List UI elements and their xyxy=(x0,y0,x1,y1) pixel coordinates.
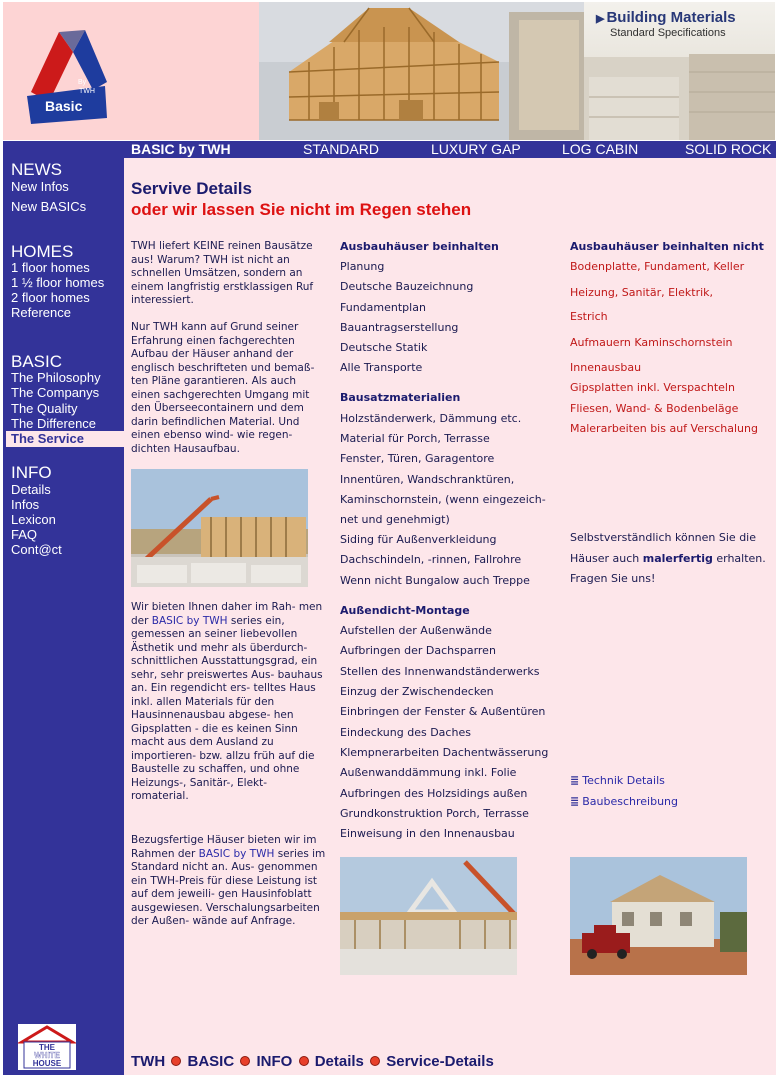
topnav-log-cabin[interactable]: LOG CABIN xyxy=(562,141,639,157)
sidebar-item-details[interactable]: Details xyxy=(11,482,51,497)
page-title: Servive Details xyxy=(131,179,252,198)
kit-material-item: Wenn nicht Bungalow auch Treppe xyxy=(340,574,530,587)
breadcrumb-info[interactable]: INFO xyxy=(256,1053,293,1070)
basic-twh-logo[interactable] xyxy=(23,24,113,126)
sidebar-item-new-infos[interactable]: New Infos xyxy=(11,179,69,194)
paint-note-start: Selbstverständlich können Sie die Häuser auch xyxy=(570,531,756,565)
standard-specifications-text: Standard Specifications xyxy=(610,27,726,39)
kit-material-item: Fenster, Türen, Garagentore xyxy=(340,452,495,465)
bullet-icon xyxy=(299,1056,309,1066)
kit-materials-heading: Bausatzmaterialien xyxy=(340,391,461,404)
weatherproof-assembly-heading: Außendicht-Montage xyxy=(340,604,470,617)
kit-material-item: Siding für Außenverkleidung xyxy=(340,533,497,546)
document-icon: ≣ xyxy=(570,795,580,808)
kit-material-item: net und genehmigt) xyxy=(340,513,450,526)
technik-details-label: Technik Details xyxy=(582,774,665,787)
white-house-house: HOUSE xyxy=(32,1059,62,1068)
breadcrumb-service-details[interactable]: Service-Details xyxy=(386,1053,494,1070)
building-materials-text: Building Materials xyxy=(606,9,736,26)
white-house-white: WHITE xyxy=(34,1051,60,1060)
excludes-item: Estrich xyxy=(570,310,608,323)
includes-item: Planung xyxy=(340,260,385,273)
bottom-breadcrumb xyxy=(131,1053,494,1070)
crane-construction-photo xyxy=(131,469,308,587)
paint-note-bold: malerfertig xyxy=(642,551,713,565)
sidebar-section-news: NEWS xyxy=(11,160,62,179)
house-frame-photo xyxy=(259,2,584,140)
kit-material-item: Innentüren, Wandschranktüren, xyxy=(340,473,515,486)
sidebar-item-philosophy[interactable]: The Philosophy xyxy=(11,370,101,385)
sidebar-item-faq[interactable]: FAQ xyxy=(11,527,38,542)
sidebar xyxy=(3,141,124,1075)
topnav-solid-rock[interactable]: SOLID ROCK xyxy=(685,141,772,157)
excludes-item: Fliesen, Wand- & Bodenbeläge xyxy=(570,402,739,415)
sidebar-item-quality[interactable]: The Quality xyxy=(11,401,78,416)
technik-details-link[interactable] xyxy=(570,774,665,787)
kit-material-item: Kaminschornstein, (wenn eingezeich- xyxy=(340,493,546,506)
triangle-arrow-icon: ▶ xyxy=(596,13,605,25)
sidebar-item-contact[interactable]: Cont@ct xyxy=(11,542,62,557)
sidebar-item-companys[interactable]: The Companys xyxy=(11,385,100,400)
excludes-heading: Ausbauhäuser beinhalten nicht xyxy=(570,240,764,253)
sidebar-item-service-label: The Service xyxy=(11,431,84,446)
excludes-item: Malerarbeiten bis auf Verschalung xyxy=(570,422,758,435)
bullet-icon xyxy=(171,1056,181,1066)
breadcrumb-basic[interactable]: BASIC xyxy=(187,1053,235,1070)
assembly-item: Klempnerarbeiten Dachentwässerung xyxy=(340,746,549,759)
header-banner xyxy=(3,2,775,140)
sidebar-section-basic: BASIC xyxy=(11,352,63,371)
offer-text-end: series ein, gemessen an seiner liebevollen Ästhetik und mehr als überdurch- schnittlichen Ausstattungsgrad, ein sehr, sehr preiswertes Aus- bauhaus an. Ein regendicht ers- telltes Haus inkl. allen Materials für den Hausinnenausbau abgese- hen Gipsplatten - die es keinen Sinn macht aus dem Ausland zu importieren- bzw. allzu früh auf die Baustelle zu schaffen, und ohne Heizungs-, Sanitär-, Elekt- romaterial. xyxy=(131,614,323,802)
assembly-item: Aufstellen der Außenwände xyxy=(340,624,492,637)
includes-item: Alle Transporte xyxy=(340,361,423,374)
includes-heading: Ausbauhäuser beinhalten xyxy=(340,240,499,253)
main-content xyxy=(124,158,776,1075)
logo-by-text: By xyxy=(78,79,87,86)
includes-item: Deutsche Statik xyxy=(340,341,428,354)
basic-by-twh-link-2[interactable]: BASIC by TWH xyxy=(198,847,275,860)
experience-paragraph: Nur TWH kann auf Grund seiner Erfahrung einen fachgerechten Aufbau der Häuser anhand der englisch beschrifteten und bemaß- ten Pläne garantieren. Als auch einen sachgerechten Umgang mit den Überseecontainern und dem darin befindlichen Material. Und einen ebenso wind- wie regen- dichten Hausaufbau. xyxy=(131,321,315,455)
baubeschreibung-link[interactable] xyxy=(570,795,678,808)
excludes-item: Bodenplatte, Fundament, Keller xyxy=(570,260,745,273)
sidebar-item-1-floor-homes[interactable]: 1 floor homes xyxy=(11,260,90,275)
paint-note-end: erhalten. Fragen Sie uns! xyxy=(570,551,766,585)
includes-item: Deutsche Bauzeichnung xyxy=(340,280,474,293)
sidebar-item-reference[interactable]: Reference xyxy=(11,305,71,320)
sidebar-item-1-half-floor-homes[interactable]: 1 ½ floor homes xyxy=(11,275,105,290)
assembly-item: Stellen des Innenwandständerwerks xyxy=(340,665,540,678)
assembly-item: Aufbringen des Holzsidings außen xyxy=(340,787,528,800)
assembly-item: Grundkonstruktion Porch, Terrasse xyxy=(340,807,529,820)
turnkey-text-end: series im Standard nicht an. Aus- genommen ein TWH-Preis für diese Leistung ist auf dem jeweili- gen Hausinfoblatt ausgewiesen. Verschalungsarbeiten der Außen- wände auf Anfrage. xyxy=(131,847,326,927)
wall-framing-photo xyxy=(340,857,517,975)
assembly-item: Einzug der Zwischendecken xyxy=(340,685,494,698)
excludes-item: Aufmauern Kaminschornstein xyxy=(570,336,733,349)
kit-material-item: Holzständerwerk, Dämmung etc. xyxy=(340,412,522,425)
building-materials-title xyxy=(596,9,736,26)
assembly-item: Einbringen der Fenster & Außentüren xyxy=(340,705,546,718)
intro-paragraph: TWH liefert KEINE reinen Bausätze aus! Warum? TWH ist nicht an schnellen Umsätzen, sondern an einem langfristig erstklassigen Ruf interessiert. xyxy=(131,240,314,306)
basic-by-twh-link-1[interactable]: BASIC by TWH xyxy=(151,614,228,627)
sidebar-item-new-basics[interactable]: New BASICs xyxy=(11,199,87,214)
assembly-item: Eindeckung des Daches xyxy=(340,726,471,739)
page-subtitle: oder wir lassen Sie nicht im Regen stehen xyxy=(131,200,472,219)
breadcrumb-twh[interactable]: TWH xyxy=(131,1053,166,1070)
turnkey-text-start: Bezugsfertige Häuser bieten wir im Rahmen der xyxy=(131,834,317,860)
excludes-item: Gipsplatten inkl. Verspachteln xyxy=(570,381,735,394)
topnav-luxury-gap[interactable]: LUXURY GAP xyxy=(431,141,521,157)
turnkey-paragraph xyxy=(131,834,327,929)
paint-ready-note xyxy=(570,528,775,590)
topnav-standard[interactable]: STANDARD xyxy=(303,141,379,157)
document-icon: ≣ xyxy=(570,774,580,787)
baubeschreibung-label: Baubeschreibung xyxy=(582,795,678,808)
excludes-item: Heizung, Sanitär, Elektrik, xyxy=(570,286,714,299)
assembly-item: Einweisung in den Innenausbau xyxy=(340,827,515,840)
sidebar-item-service-active[interactable] xyxy=(6,431,124,447)
sidebar-item-2-floor-homes[interactable]: 2 floor homes xyxy=(11,290,90,305)
sidebar-item-infos[interactable]: Infos xyxy=(11,497,40,512)
includes-item: Bauantragserstellung xyxy=(340,321,459,334)
sidebar-item-difference[interactable]: The Difference xyxy=(11,416,97,431)
bullet-icon xyxy=(240,1056,250,1066)
logo-basic-text: Basic xyxy=(45,98,83,114)
logo-twh-text: TWH xyxy=(79,88,95,95)
bullet-icon xyxy=(370,1056,380,1066)
white-house-logo[interactable] xyxy=(18,1024,76,1070)
offer-text-start: Wir bieten Ihnen daher im Rah- men der xyxy=(131,601,323,627)
sidebar-section-info: INFO xyxy=(11,463,52,482)
kit-material-item: Dachschindeln, -rinnen, Fallrohre xyxy=(340,553,522,566)
offer-paragraph xyxy=(131,601,327,804)
assembly-item: Aufbringen der Dachsparren xyxy=(340,644,496,657)
kit-material-item: Material für Porch, Terrasse xyxy=(340,432,490,445)
top-navigation xyxy=(124,141,776,158)
includes-item: Fundamentplan xyxy=(340,301,426,314)
excludes-item: Innenausbau xyxy=(570,361,642,374)
sidebar-section-homes: HOMES xyxy=(11,242,74,261)
building-materials-panel xyxy=(584,2,775,140)
white-house-the: THE xyxy=(39,1043,55,1052)
sidebar-item-lexicon[interactable]: Lexicon xyxy=(11,512,56,527)
breadcrumb-details[interactable]: Details xyxy=(314,1053,364,1070)
assembly-item: Außenwanddämmung inkl. Folie xyxy=(340,766,517,779)
topnav-basic-by-twh[interactable]: BASIC by TWH xyxy=(131,141,231,157)
house-with-truck-photo xyxy=(570,857,747,975)
